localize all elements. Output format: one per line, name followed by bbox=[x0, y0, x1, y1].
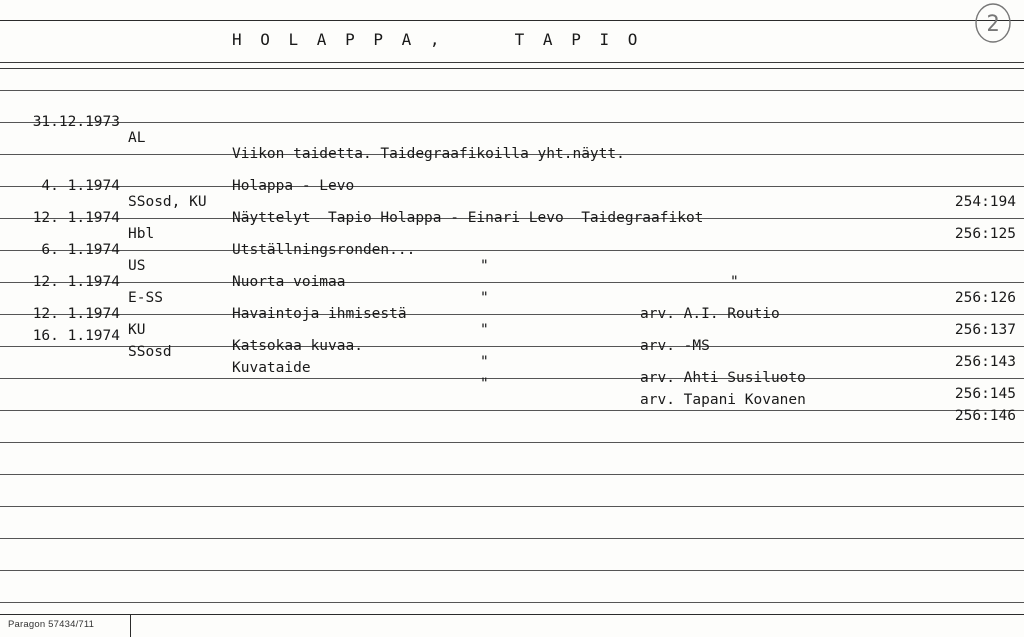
entry-title: Nuorta voimaa bbox=[232, 274, 346, 290]
entry-title: Utställningsronden... bbox=[232, 242, 416, 258]
entry-ref: 256:125 bbox=[954, 226, 1016, 242]
rule-line bbox=[0, 602, 1024, 603]
entry-title: Havaintoja ihmisestä bbox=[232, 306, 407, 322]
entry-note: arv. A.I. Routio bbox=[640, 306, 780, 322]
entry-source: US bbox=[128, 258, 146, 274]
entry-ditto: " bbox=[480, 354, 489, 370]
entry-source: KU bbox=[128, 322, 146, 338]
entry-ref: 256:146 bbox=[954, 408, 1016, 424]
entry-title: Viikon taidetta. Taidegraafikoilla yht.näytt. bbox=[232, 146, 625, 162]
entry-ref: 256:145 bbox=[954, 386, 1016, 402]
entry-ditto: " bbox=[480, 322, 489, 338]
entry-title: Näyttelyt Tapio Holappa - Einari Levo Taidegraafikot bbox=[232, 210, 704, 226]
header-underline-2 bbox=[0, 68, 1024, 69]
card-bottom-rule bbox=[0, 614, 1024, 615]
entry-note: arv. Tapani Kovanen bbox=[640, 392, 806, 408]
entry-note: arv. Ahti Susiluoto bbox=[640, 370, 806, 386]
entry-date: 6. 1.1974 bbox=[41, 242, 120, 258]
entry-source: Hbl bbox=[128, 226, 155, 242]
rule-line bbox=[0, 474, 1024, 475]
entry-date: 12. 1.1974 bbox=[32, 274, 120, 290]
entry-ditto: " bbox=[480, 258, 489, 274]
entry-source: SSosd bbox=[128, 344, 172, 360]
entry-ref: 256:137 bbox=[954, 322, 1016, 338]
rule-line bbox=[0, 506, 1024, 507]
rule-line bbox=[0, 410, 1024, 411]
page-number-badge bbox=[970, 2, 1016, 44]
entry-note: arv. -MS bbox=[640, 338, 710, 354]
card-top-rule bbox=[0, 20, 1024, 21]
entry-ditto: " bbox=[480, 376, 489, 392]
entry-title: Holappa - Levo bbox=[232, 178, 355, 194]
header-underline-1 bbox=[0, 62, 1024, 63]
entry-ref: 256:126 bbox=[954, 290, 1016, 306]
table-row bbox=[0, 90, 1024, 162]
entry-source: AL bbox=[128, 130, 146, 146]
entry-source: E-SS bbox=[128, 290, 163, 306]
entry-ditto: " bbox=[480, 290, 489, 306]
rule-line bbox=[0, 442, 1024, 443]
rule-line bbox=[0, 570, 1024, 571]
entry-date: 12. 1.1974 bbox=[32, 210, 120, 226]
entry-title: Katsokaa kuvaa. bbox=[232, 338, 363, 354]
entry-date: 16. 1.1974 bbox=[32, 328, 120, 344]
rule-line bbox=[0, 378, 1024, 379]
entry-ref: 254:194 bbox=[954, 194, 1016, 210]
entry-source: SSosd, KU bbox=[128, 194, 207, 210]
entry-date: 12. 1.1974 bbox=[32, 306, 120, 322]
entry-title: Kuvataide bbox=[232, 360, 311, 376]
page-number-text: 2 bbox=[986, 12, 1000, 37]
entry-date: 31.12.1973 bbox=[32, 114, 120, 130]
entry-date: 4. 1.1974 bbox=[41, 178, 120, 194]
rule-line bbox=[0, 538, 1024, 539]
printer-imprint: Paragon 57434/711 bbox=[8, 619, 95, 630]
page-title: H O L A P P A , T A P I O bbox=[232, 30, 642, 49]
entry-ditto-2: " bbox=[730, 274, 739, 290]
entry-ref: 256:143 bbox=[954, 354, 1016, 370]
